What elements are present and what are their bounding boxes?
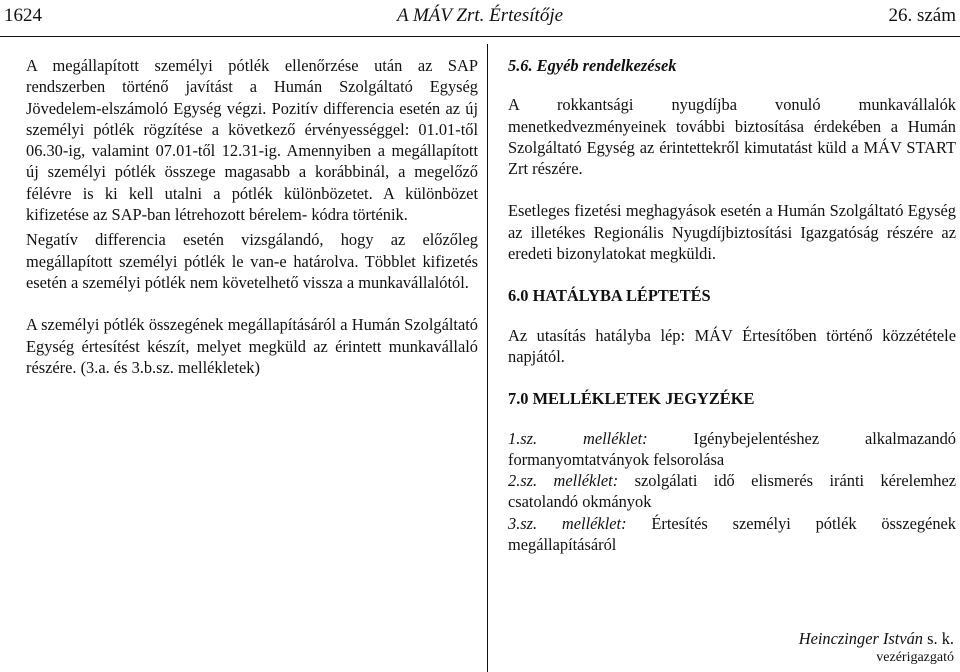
annex-text: szolgálati idő elismerés iránti kérelemhez csatolandó okmányok (508, 471, 956, 512)
annex-text: Igénybejelentéshez alkalmazandó formanyomtatványok felsorolása (508, 428, 956, 469)
signatory-title: vezérigazgató (876, 650, 954, 665)
annex-item (508, 470, 956, 513)
paragraph: Esetleges fizetési meghagyások esetén a Humán Szolgáltató Egység az illetékes Regionális Nyugdíjbiztosítási Igazgatóság részére az eredeti bizonylatokat megküldi. (508, 201, 956, 264)
right-column (508, 55, 956, 555)
annex-label: 2.sz. melléklet: (508, 471, 619, 491)
page-number: 1624 (4, 5, 42, 26)
paragraph: Az utasítás hatályba lép: MÁV Értesítőben történő közzététele napjától. (508, 325, 956, 366)
signature-block (799, 628, 954, 667)
annex-text: Értesítés személyi pótlék összegének megállapításáról (508, 513, 956, 555)
journal-title: A MÁV Zrt. Értesítője (396, 5, 564, 26)
section-heading: 5.6. Egyéb rendelkezések (508, 56, 677, 75)
paragraph: A megállapított személyi pótlék ellenőrzése után az SAP rendszerben történő javítást a Humán Szolgáltató Egység Jövedelem-elszámoló Egység végzi. Pozitív differencia esetén az új személyi pótlék rögzítése a következő érvényességgel: 01.01-től 06.30-ig, valamint 07.01-től 12.31-ig. Amennyiben a megállapított új személyi pótlék összege magasabb a korábbinál, a megelőző félévre is ki kell utalni a pótlék különbözetet. A különbözet kifizetése az SAP-ban létrehozott bérelem- kódra történik. (26, 56, 478, 225)
issue-number: 26. szám (888, 5, 956, 26)
section-heading: 7.0 MELLÉKLETEK JEGYZÉKE (508, 389, 755, 409)
annex-item (508, 428, 956, 471)
column-divider (487, 44, 488, 672)
section-heading: 6.0 HATÁLYBA LÉPTETÉS (508, 286, 711, 306)
paragraph: Negatív differencia esetén vizsgálandó, hogy az előzőleg megállapított személyi pótlék le van-e határolva. Többlet kifizetés esetén a személyi pótlék nem követelhető vissza a munkavállalótól. (26, 230, 478, 292)
signature-suffix: s. k. (927, 629, 954, 648)
annex-label: 3.sz. melléklet: (508, 513, 627, 533)
annex-item (508, 513, 956, 556)
paragraph: A rokkantsági nyugdíjba vonuló munkavállalók menetkedvezményeinek további biztosítása érdekében a Humán Szolgáltató Egység az érintettekről kimutatást küld a MÁV START Zrt részére. (508, 95, 956, 179)
paragraph: A személyi pótlék összegének megállapításáról a Humán Szolgáltató Egység értesítést készít, melyet megküld az érintett munkavállaló részére. (3.a. és 3.b.sz. mellékletek) (26, 315, 478, 377)
annex-label: 1.sz. melléklet: (508, 428, 648, 448)
left-column (26, 55, 478, 378)
page-header (0, 0, 960, 37)
signatory-name: Heinczinger István (798, 629, 924, 648)
signature-line (799, 628, 954, 649)
